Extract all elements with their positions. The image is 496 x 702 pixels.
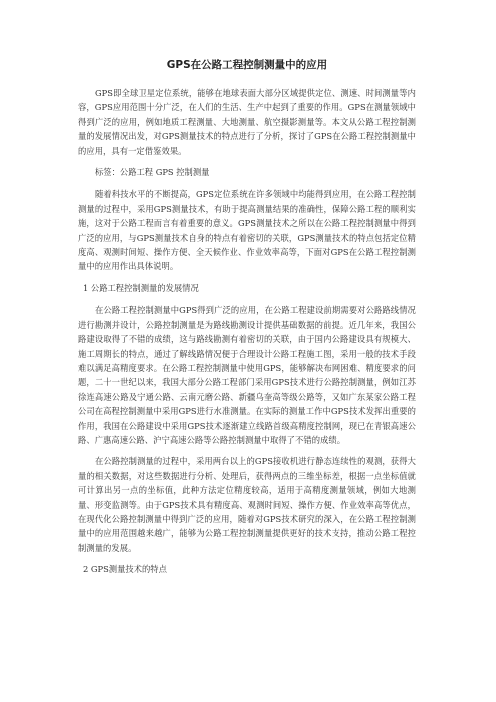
section1-paragraph-2: 在公路控制测量的过程中，采用两台以上的GPS接收机进行静态连续性的观测，获得大量的相关数据，对这些数据进行分析、处理后，获得两点的三维坐标差，根据一点坐标值就可计算出另一点的坐标值，此种方法定位精度较高，适用于高精度测量领域，例如大地测量、形变监测等。由于GPS技术具有精度高、观测时间短、操作方便、作业效率高等优点，在现代化公路控制测量中得到广泛的应用，随着对GPS技术研究的深入，在公路工程控制测量中的应用范围越来越广，能够为公路工程控制测量提供更好的技术支持，推动公路工程控制测量的发展。 [78,456,416,553]
document-page [78,58,416,585]
abstract-paragraph: GPS即全球卫星定位系统，能够在地球表面大部分区域提供定位、测速、时间测量等内容，GPS应用范围十分广泛，在人们的生活、生产中起到了重要的作用。GPS在测量领域中得到广泛的应用，例如地质工程测量、大地测量、航空摄影测量等。本文从公路工程控制测量的发展情况出发，对GPS测量技术的特点进行了分析，探讨了GPS在公路工程控制测量中的应用，具有一定借鉴效果。 [78,88,416,156]
document-title: GPS在公路工程控制测量中的应用 [166,59,328,71]
keywords-line: 标签：公路工程 GPS 控制测量 [95,167,210,178]
section-heading-1: 1 公路工程控制测量的发展情况 [83,282,199,293]
intro-paragraph: 随着科技水平的不断提高，GPS定位系统在许多领域中均能得到应用，在公路工程控制测量的过程中，采用GPS测量技术，有助于提高测量结果的准确性，保障公路工程的顺利实施，这对于公路工程而言有着重要的意义。GPS测量技术之所以在公路工程控制测量中得到广泛的应用，与GPS测量技术自身的特点有着密切的关联，GPS测量技术的特点包括定位精度高、观测时间短、操作方便、全天候作业、作业效率高等，下面对GPS在公路工程控制测量中的应用作出具体说明。 [78,189,416,272]
section-heading-2: 2 GPS测量技术的特点 [83,564,167,575]
section1-paragraph-1: 在公路工程控制测量中GPS得到广泛的应用，在公路工程建设前期需要对公路路线情况进行勘测并设计，公路控制测量是为路线勘测设计提供基础数据的前提。近几年来，我国公路建设取得了不错的成绩，这与路线勘测有着密切的关联，由于国内公路建设具有规模大、施工周期长的特点，通过了解线路情况便于合理设计公路工程施工图，采用一般的技术手段难以满足高精度要求。在公路工程控制测量中使用GPS，能够解决布网困难、精度要求的问题，二十一世纪以来，我国大部分公路工程部门采用GPS技术进行公路控制测量，例如江苏徐连高速公路及宁通公路、云南元磨公路、新疆乌奎高等级公路等，又如广东某家公路工程公司在高程控制测量中采用GPS进行水准测量。在实际的测量工作中GPS技术发挥出重要的作用，我国在公路建设中采用GPS技术逐渐建立线路首级高精度控制网，现已在青银高速公路、广惠高速公路、沪宁高速公路等公路控制测量中取得了不错的成绩。 [78,305,416,445]
